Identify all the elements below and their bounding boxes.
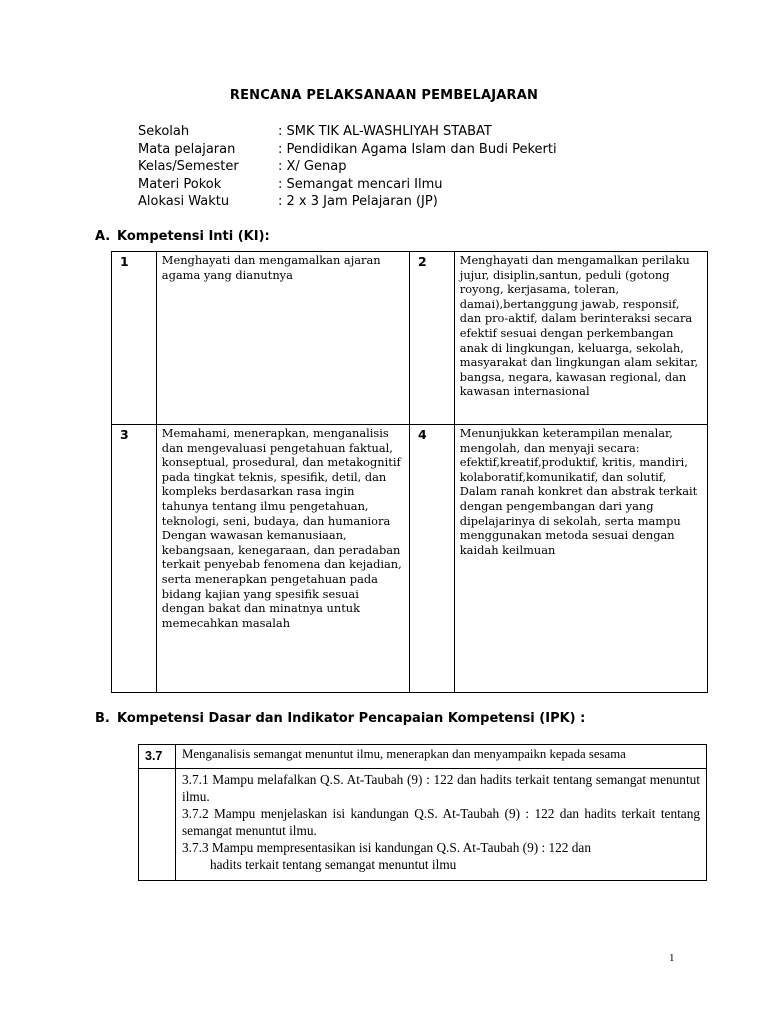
info-row-topic [138, 176, 557, 194]
kd-table [138, 744, 707, 881]
ki-text: Menghayati dan mengamalkan perilaku jujur, disiplin,santun, peduli (gotong royong, kerjasama, toleran, damai),bertanggung jawab, responsif, dan pro-aktif, dalam berinteraksi secara efektif sesuai dengan perkembangan anak di lingkungan, keluarga, sekolah, masyarakat dan lingkungan alam sekitar, bangsa, negara, kawasan regional, dan kawasan internasional [454, 252, 707, 425]
table-row [139, 769, 707, 881]
table-row [112, 425, 708, 693]
ki-number: 4 [409, 425, 454, 693]
info-label: Materi Pokok [138, 176, 222, 192]
ki-table [111, 251, 708, 693]
ki-number: 2 [409, 252, 454, 425]
indicator-item: 3.7.2 Mampu menjelaskan isi kandungan Q.S. At-Taubah (9) : 122 dan hadits terkait tentang semangat menuntut ilmu. [182, 806, 700, 838]
info-value: : SMK TIK AL-WASHLIYAH STABAT [278, 124, 492, 139]
identity-block [138, 123, 557, 211]
kd-indicators [176, 769, 707, 881]
section-a-heading [95, 229, 270, 244]
indicator-item-continued: hadits terkait tentang semangat menuntut ilmu [210, 857, 457, 872]
section-letter: A. [95, 229, 111, 244]
info-value: : X/ Genap [278, 159, 347, 174]
info-row-subject [138, 141, 557, 159]
info-value: : Semangat mencari Ilmu [278, 176, 443, 192]
section-title: Kompetensi Inti (KI): [117, 229, 270, 244]
section-b-heading [95, 711, 585, 726]
info-row-time [138, 193, 557, 211]
info-label: Kelas/Semester [138, 159, 239, 174]
document-title: RENCANA PELAKSANAAN PEMBELAJARAN [229, 88, 539, 103]
section-title: Kompetensi Dasar dan Indikator Pencapaian Kompetensi (IPK) : [117, 711, 586, 726]
info-label: Sekolah [138, 124, 190, 139]
kd-description: Menganalisis semangat menuntut ilmu, menerapkan dan menyampaikn kepada sesama [176, 745, 707, 769]
info-value: : Pendidikan Agama Islam dan Budi Pekerti [278, 141, 557, 157]
info-label: Alokasi Waktu [138, 194, 230, 209]
kd-code-empty [139, 769, 176, 881]
kd-code: 3.7 [139, 745, 176, 769]
table-row [112, 252, 708, 425]
table-row [139, 745, 707, 769]
info-label: Mata pelajaran [138, 141, 236, 157]
ki-text: Menunjukkan keterampilan menalar, mengolah, dan menyaji secara: efektif,kreatif,produktif, kritis, mandiri, kolaboratif,komunikatif, dan solutif, Dalam ranah konkret dan abstrak terkait dengan pengembangan dari yang dipelajarinya di sekolah, serta mampu menggunakan metoda sesuai dengan kaidah keilmuan [454, 425, 707, 693]
ki-number: 3 [112, 425, 157, 693]
info-value: : 2 x 3 Jam Pelajaran (JP) [278, 194, 438, 209]
info-row-school [138, 123, 557, 141]
ki-text: Menghayati dan mengamalkan ajaran agama yang dianutnya [156, 252, 409, 425]
section-letter: B. [95, 711, 110, 726]
ki-text: Memahami, menerapkan, menganalisis dan mengevaluasi pengetahuan faktual, konseptual, prosedural, dan metakognitif pada tingkat teknis, spesifik, detil, dan kompleks berdasarkan rasa ingin tahunya tentang ilmu pengetahuan, teknologi, seni, budaya, dan humaniora Dengan wawasan kemanusiaan, kebangsaan, kenegaraan, dan peradaban terkait penyebab fenomena dan kejadian, serta menerapkan pengetahuan pada bidang kajian yang spesifik sesuai dengan bakat dan minatnya untuk memecahkan masalah [156, 425, 409, 693]
indicator-item: 3.7.3 Mampu mempresentasikan isi kandungan Q.S. At-Taubah (9) : 122 dan [182, 840, 591, 855]
indicator-item: 3.7.1 Mampu melafalkan Q.S. At-Taubah (9) : 122 dan hadits terkait tentang semangat menuntut ilmu. [182, 772, 700, 804]
page-number: 1 [669, 952, 675, 964]
ki-number: 1 [112, 252, 157, 425]
info-row-class [138, 158, 557, 176]
